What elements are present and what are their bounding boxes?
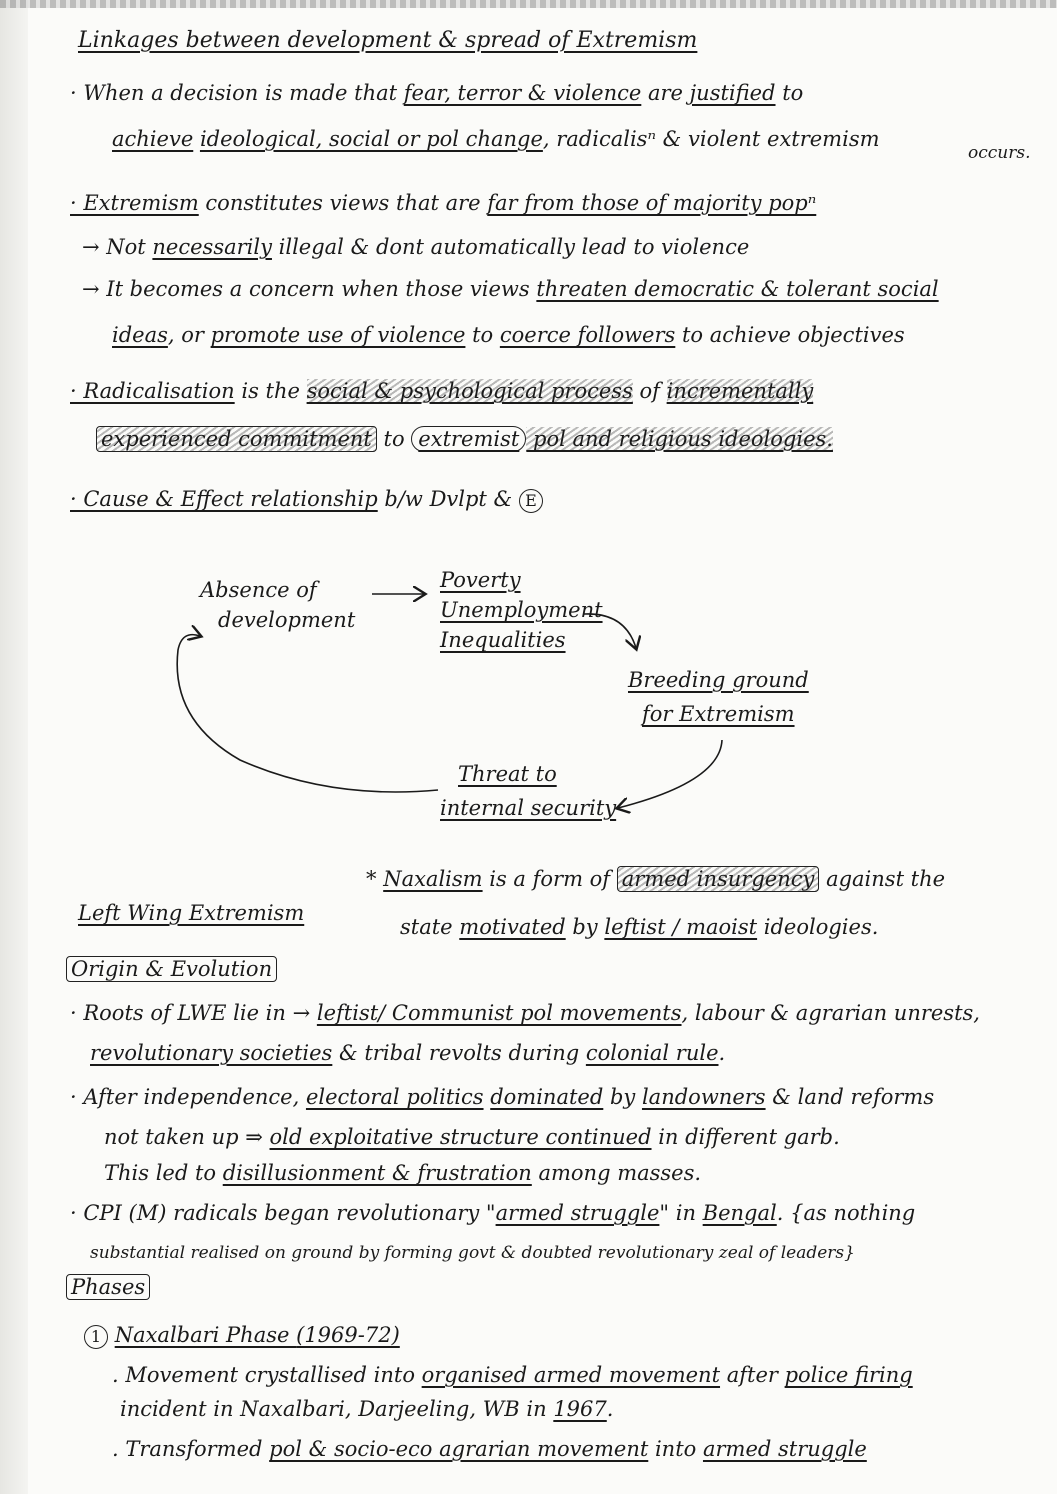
node-internal-security: internal security	[440, 796, 617, 820]
underlined-electoral-politics: electoral politics	[305, 1085, 484, 1109]
naxalism-def-line2	[400, 914, 1040, 940]
node-unemployment: Unemployment	[440, 598, 603, 622]
after-independence-line2	[104, 1124, 1057, 1150]
text: & tribal revolts during	[332, 1041, 586, 1065]
underlined-ideas: ideas	[112, 323, 168, 347]
text: are	[641, 81, 690, 105]
text: When a decision is made that	[83, 81, 404, 105]
arrow-threat-to-absence	[177, 635, 438, 792]
node-breeding-ground: Breeding ground	[628, 668, 809, 692]
boxed-armed-insurgency: armed insurgency	[617, 866, 820, 892]
underlined-extremism: · Extremism	[70, 191, 199, 215]
text: ideologies.	[757, 915, 879, 939]
node-threat-to	[458, 762, 557, 787]
text: is a form of	[482, 867, 617, 891]
underlined-far-from-majority: far from those of majority popⁿ	[487, 191, 817, 215]
text: in different garb.	[651, 1125, 840, 1149]
section-title-lwe: Left Wing Extremism	[78, 901, 305, 925]
underlined-cause-effect: · Cause & Effect relationship	[70, 487, 378, 511]
text: of	[632, 379, 667, 403]
underlined-police-firing: police firing	[784, 1363, 913, 1387]
text: is the	[234, 379, 307, 403]
underlined-leftist-maoist: leftist / maoist	[604, 915, 758, 939]
underlined-promote-violence: promote use of violence	[210, 323, 466, 347]
circled-e: E	[519, 489, 543, 513]
text: . Transformed	[112, 1437, 270, 1461]
text: into	[648, 1437, 703, 1461]
text: against the	[819, 867, 946, 891]
text: to	[775, 81, 804, 105]
underlined-ideological-change: ideological, social or pol change	[199, 127, 543, 151]
text: to	[376, 427, 412, 451]
origin-heading-wrap	[66, 956, 306, 982]
highlighted-pol-religious-ideologies: pol and religious ideologies.	[526, 427, 833, 451]
boxed-phases: Phases	[66, 1274, 150, 1300]
text: to achieve objectives	[675, 323, 905, 347]
underlined-armed-struggle-2: armed struggle	[702, 1437, 867, 1461]
phase1-line2	[120, 1396, 1057, 1422]
underlined-necessarily: necessarily	[152, 235, 272, 259]
text: , labour & agrarian unrests,	[681, 1001, 980, 1025]
node-inequalities: Inequalities	[440, 628, 566, 652]
text: . Movement crystallised into	[112, 1363, 422, 1387]
circled-number-1: 1	[84, 1325, 108, 1349]
underlined-leftist-communist: leftist/ Communist pol movements	[316, 1001, 682, 1025]
boxed-origin-evolution: Origin & Evolution	[66, 956, 277, 982]
roots-line1	[70, 1000, 1040, 1026]
underlined-threaten: threaten democratic & tolerant social	[536, 277, 939, 301]
node-for-extremism: for Extremism	[642, 702, 795, 726]
roots-line2	[90, 1040, 1057, 1066]
after-independence-line1	[70, 1084, 1040, 1110]
text: constitutes views that are	[198, 191, 488, 215]
oval-extremist: extremist	[411, 426, 526, 452]
text: by	[603, 1085, 642, 1109]
text: · Roots of LWE lie in →	[70, 1001, 317, 1025]
underlined-pol-socio-eco: pol & socio-eco agrarian movement	[269, 1437, 649, 1461]
text: .	[606, 1397, 614, 1421]
star: *	[366, 867, 384, 891]
underlined-radicalisation: · Radicalisation	[70, 379, 235, 403]
underlined-coerce-followers: coerce followers	[499, 323, 676, 347]
text: after	[720, 1363, 785, 1387]
cpi-line1	[70, 1200, 1040, 1226]
phase1-line1	[112, 1362, 1057, 1388]
text: among masses.	[531, 1161, 702, 1185]
underlined-revolutionary-societies: revolutionary societies	[90, 1041, 333, 1065]
text: incident in Naxalbari, Darjeeling, WB in	[120, 1397, 554, 1421]
underlined-fear-terror-violence: fear, terror & violence	[403, 81, 642, 105]
section-title-linkages: Linkages between development & spread of Extremism	[78, 28, 698, 53]
naxalism-def-line1	[366, 866, 1046, 892]
phase1-heading	[84, 1322, 1054, 1349]
bullet: ·	[70, 81, 77, 105]
text: This led to	[104, 1161, 223, 1185]
text: not taken up ⇒	[104, 1125, 270, 1149]
underlined-landowners: landowners	[641, 1085, 766, 1109]
phase1-line3	[112, 1436, 1057, 1462]
underlined-1967: 1967	[553, 1397, 607, 1421]
text: .	[718, 1041, 726, 1065]
text: · CPI (M) radicals began revolutionary "	[70, 1201, 496, 1225]
text: . {as nothing	[776, 1201, 916, 1225]
text: by	[565, 915, 605, 939]
highlighted-social-psych-process: social & psychological process	[306, 379, 633, 403]
text: → Not	[82, 235, 153, 259]
underlined-naxalbari-phase: Naxalbari Phase	[114, 1323, 297, 1347]
text: b/w Dvlpt &	[377, 487, 519, 511]
underlined-achieve: achieve	[112, 127, 194, 151]
node-development: development	[218, 608, 356, 632]
underlined-justified: justified	[689, 81, 776, 105]
underlined-old-exploitative: old exploitative structure continued	[269, 1125, 652, 1149]
text: , or	[167, 323, 211, 347]
underlined-organised-armed: organised armed movement	[421, 1363, 721, 1387]
arrow-breeding-to-threat	[618, 740, 722, 808]
phases-heading-wrap	[66, 1274, 206, 1300]
text: · After independence,	[70, 1085, 306, 1109]
text: illegal & dont automatically lead to violence	[271, 235, 750, 259]
after-independence-line3	[104, 1160, 1057, 1186]
underlined-dominated: dominated	[490, 1085, 604, 1109]
node-threat-text: Threat to	[458, 762, 557, 786]
text: & land reforms	[765, 1085, 935, 1109]
text: to	[465, 323, 500, 347]
node-poverty: Poverty	[440, 568, 521, 592]
underlined-1969-72: (1969-72)	[296, 1323, 400, 1347]
node-absence-of: Absence of	[200, 578, 317, 602]
underlined-colonial-rule: colonial rule	[585, 1041, 719, 1065]
underlined-naxalism: Naxalism	[383, 867, 483, 891]
text: → It becomes a concern when those views	[82, 277, 537, 301]
underlined-armed-struggle: armed struggle	[495, 1201, 660, 1225]
underlined-disillusionment: disillusionment & frustration	[222, 1161, 532, 1185]
underlined-bengal: Bengal	[702, 1201, 777, 1225]
boxed-experienced-commitment: experienced commitment	[96, 426, 377, 452]
cpi-line2: substantial realised on ground by forming govt & doubted revolutionary zeal of leaders}	[90, 1243, 855, 1263]
highlighted-incrementally: incrementally	[666, 379, 814, 403]
text: , radicalisⁿ & violent extremism	[542, 127, 880, 151]
underlined-motivated: motivated	[459, 915, 566, 939]
text: " in	[659, 1201, 703, 1225]
text: state	[400, 915, 460, 939]
word-occurs: occurs.	[968, 143, 1031, 163]
